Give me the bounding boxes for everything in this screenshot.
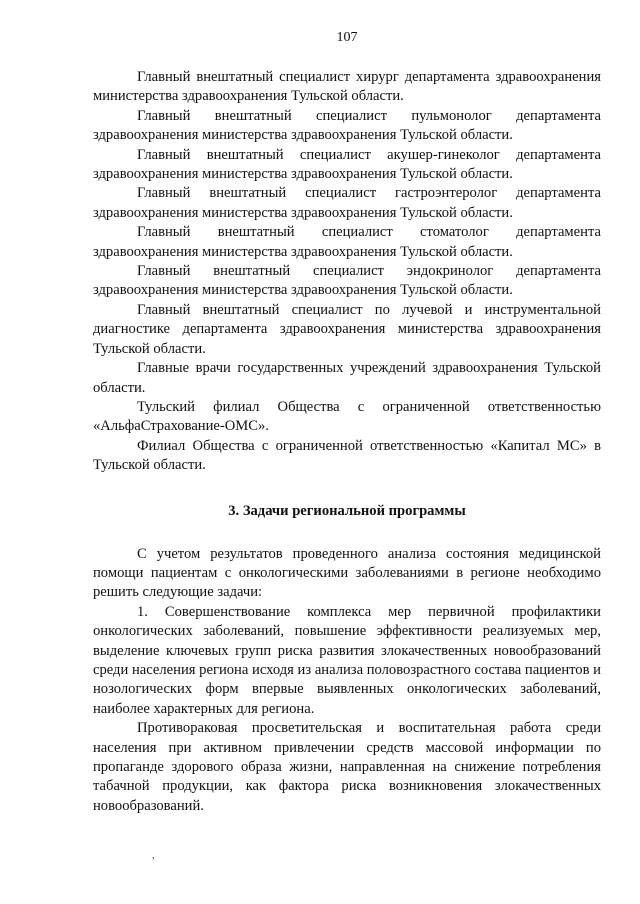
paragraph-chief-obstetrician: Главный внештатный специалист акушер-гинеколог департамента здравоохранения министерства здравоохранения Тульской области. (93, 146, 601, 183)
paragraph-chief-radiology: Главный внештатный специалист по лучевой и инструментальной диагностике департамента здравоохранения министерства здравоохранения Тульской области. (93, 301, 601, 357)
stray-mark: , (152, 850, 155, 861)
page-number: 107 (336, 30, 358, 45)
paragraph-anticancer-education: Противораковая просветительская и воспитательная работа среди населения при активном привлечении средств массовой информации по пропаганде здорового образа жизни, направленная на снижение потребления табачной продукции, как фактора риска возникновения злокачественных новообразований. (93, 720, 601, 814)
paragraph-chief-dentist: Главный внештатный специалист стоматолог департамента здравоохранения министерства здравоохранения Тульской области. (93, 224, 601, 260)
paragraph-kapital-ms: Филиал Общества с ограниченной ответственностью «Капитал МС» в Тульской области. (93, 437, 601, 474)
paragraph-chief-surgeon: Главный внештатный специалист хирург департамента здравоохранения министерства здравоохранения Тульской области. (93, 69, 601, 105)
paragraph-intro-tasks: С учетом результатов проведенного анализа состояния медицинской помощи пациентам с онкологическими заболеваниями в регионе необходимо решить следующие задачи: (93, 545, 601, 601)
paragraph-chief-gastroenterologist: Главный внештатный специалист гастроэнтеролог департамента здравоохранения министерства здравоохранения Тульской области. (93, 185, 601, 221)
paragraph-chief-doctors: Главные врачи государственных учреждений здравоохранения Тульской области. (93, 360, 601, 396)
paragraph-chief-pulmonologist: Главный внештатный специалист пульмонолог департамента здравоохранения министерства здравоохранения Тульской области. (93, 107, 601, 144)
section-heading: 3. Задачи региональной программы (228, 502, 466, 519)
document-page (93, 30, 601, 816)
paragraph-alfastrakhovanie: Тульский филиал Общества с ограниченной ответственностью «АльфаСтрахование-ОМС». (93, 398, 601, 435)
paragraph-chief-endocrinologist: Главный внештатный специалист эндокринолог департамента здравоохранения министерства здравоохранения Тульской области. (93, 263, 601, 299)
paragraph-task-1: 1. Совершенствование комплекса мер первичной профилактики онкологических заболеваний, повышение эффективности реализуемых мер, выделение ключевых групп риска развития злокачественных новообразований среди населения региона исходя из анализа половозрастного состава пациентов и нозологических форм впервые выявленных онкологических заболеваний, наиболее характерных для региона. (93, 603, 601, 717)
